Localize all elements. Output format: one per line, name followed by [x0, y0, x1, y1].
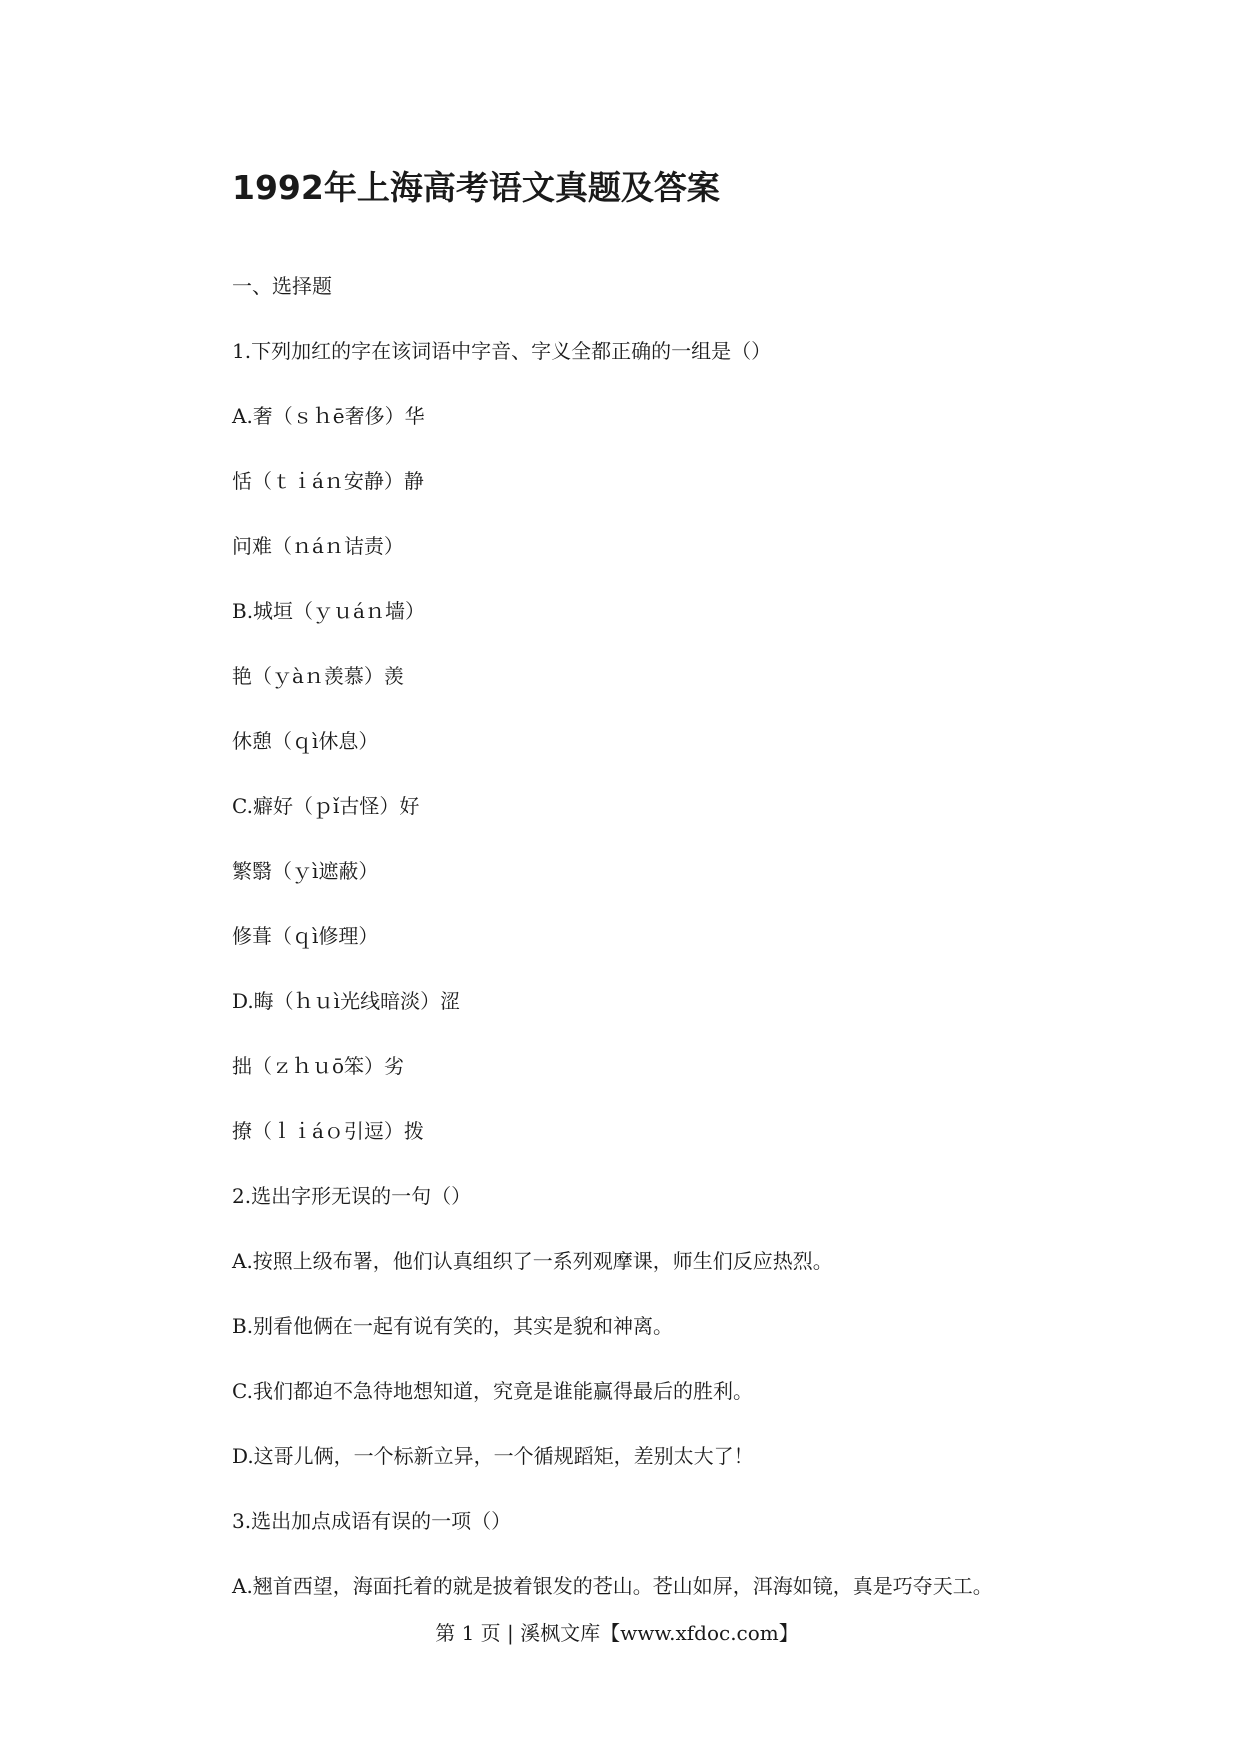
- question-2-option-c: C.我们都迫不急待地想知道，究竟是谁能赢得最后的胜利。: [232, 1379, 753, 1403]
- question-2-option-b: B.别看他俩在一起有说有笑的，其实是貌和神离。: [232, 1314, 674, 1338]
- question-1-option-d-line-1: D.晦（ｈｕì光线暗淡）涩: [232, 989, 461, 1013]
- document-body: [232, 254, 1112, 1619]
- question-1-option-b-line-2: 艳（ｙàｎ羡慕）羡: [232, 664, 404, 688]
- question-1-option-a-line-1: A.奢（ｓｈē奢侈）华: [232, 404, 425, 428]
- question-1-option-c-line-2: 繁翳（ｙì遮蔽）: [232, 859, 379, 883]
- question-3: 3.选出加点成语有误的一项（）: [232, 1509, 512, 1533]
- question-1-option-c-line-3: 修葺（ｑì修理）: [232, 924, 379, 948]
- question-1-option-d-line-2: 拙（ｚｈｕō笨）劣: [232, 1054, 405, 1078]
- question-2: 2.选出字形无误的一句（）: [232, 1184, 472, 1208]
- question-1-option-d-line-3: 撩（ｌｉáｏ引逗）拨: [232, 1119, 424, 1143]
- question-1: 1.下列加红的字在该词语中字音、字义全都正确的一组是（）: [232, 339, 772, 363]
- section-heading: 一、选择题: [232, 274, 332, 298]
- question-1-option-b-line-1: B.城垣（ｙｕáｎ墙）: [232, 599, 425, 623]
- question-2-option-a: A.按照上级布署，他们认真组织了一系列观摩课，师生们反应热烈。: [232, 1249, 833, 1273]
- page-footer: 第 1 页 | 溪枫文库【www.xfdoc.com】: [435, 1621, 799, 1645]
- question-1-option-a-line-3: 问难（ｎáｎ诘责）: [232, 534, 404, 558]
- question-1-option-b-line-3: 休憩（ｑì休息）: [232, 729, 379, 753]
- question-3-option-a: A.翘首西望，海面托着的就是披着银发的苍山。苍山如屏，洱海如镜，真是巧夺天工。: [232, 1574, 993, 1598]
- question-1-option-c-line-1: C.癖好（ｐǐ古怪）好: [232, 794, 420, 818]
- document-title: 1992年上海高考语文真题及答案: [232, 168, 720, 207]
- question-1-option-a-line-2: 恬（ｔｉáｎ安静）静: [232, 469, 424, 493]
- question-2-option-d: D.这哥儿俩，一个标新立异，一个循规蹈矩，差别太大了！: [232, 1444, 754, 1468]
